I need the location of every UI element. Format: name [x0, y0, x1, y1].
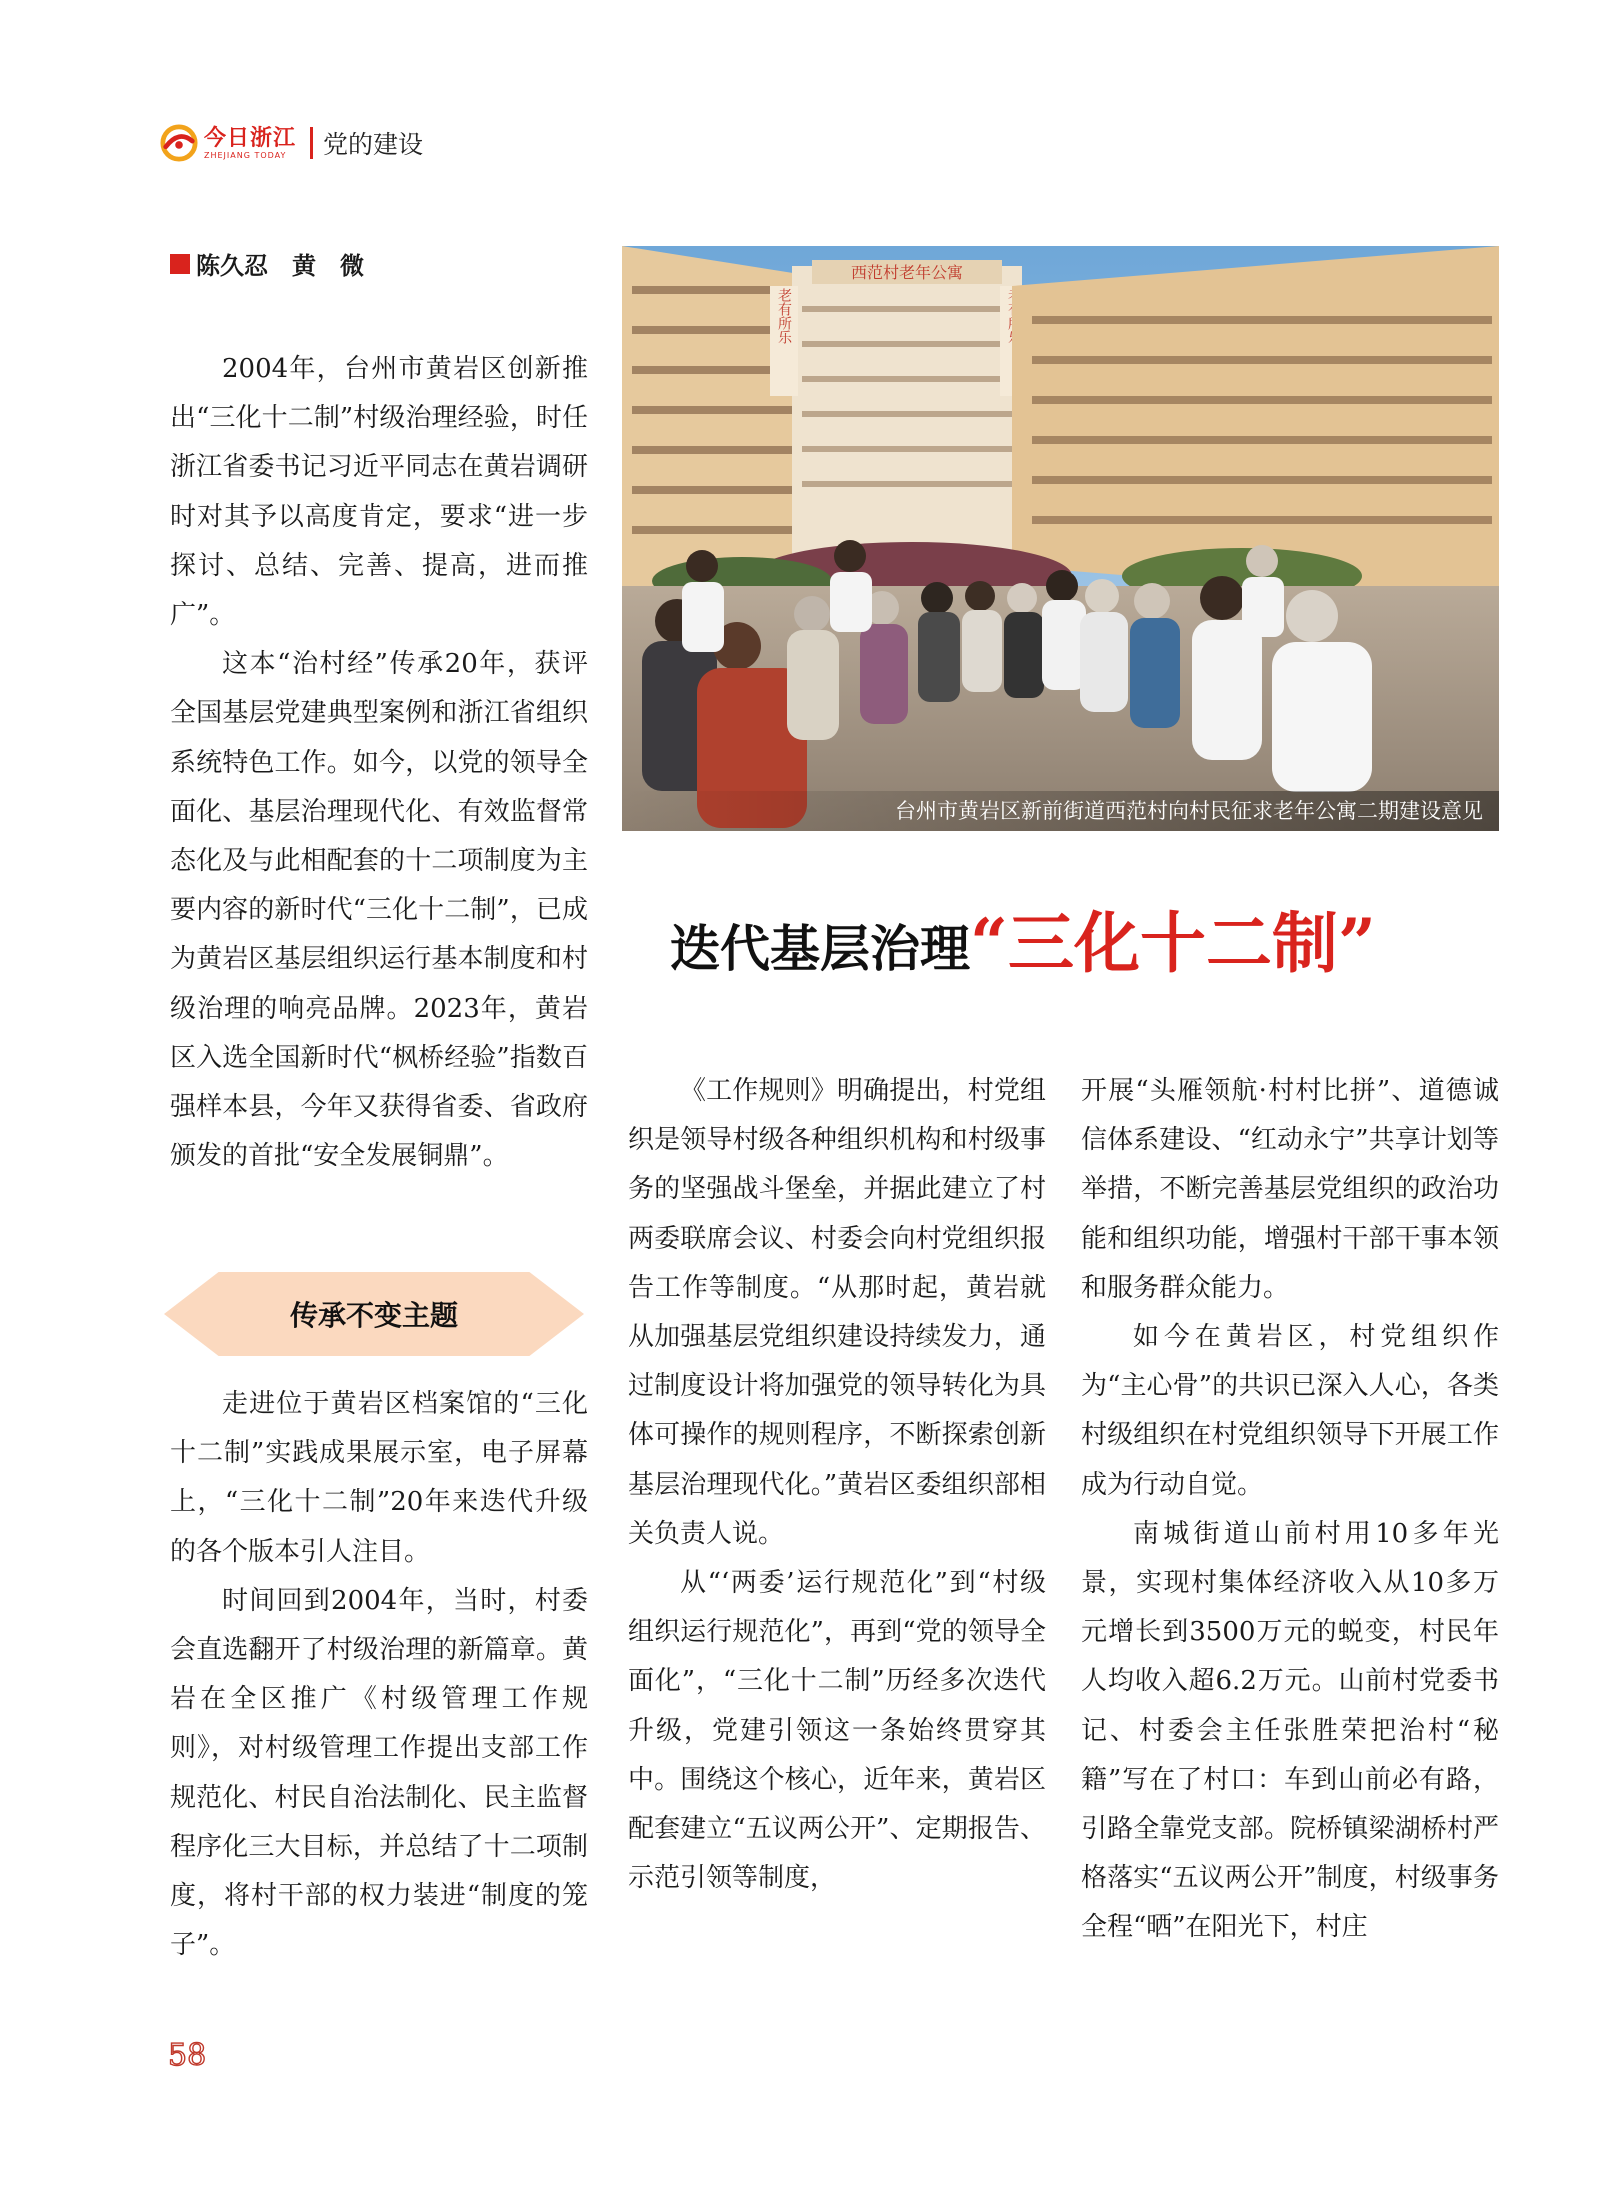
text-column-1-continued [170, 1380, 588, 1970]
paragraph: 这本“治村经”传承20年，获评全国基层党建典型案例和浙江省组织系统特色工作。如今，以党的领导全面化、基层治理现代化、有效监督常态化及与此相配套的十二项制度为主要内容的新时代“三化十二制”，已成为黄岩区基层组织运行基本制度和村级治理的响亮品牌。2023年，黄岩区入选全国新时代“枫桥经验”指数百强样本县，今年又获得省委、省政府颁发的首批“安全发展铜鼎”。 [170, 649, 588, 1172]
paragraph: 从“‘两委’运行规范化”到“村级组织运行规范化”，再到“党的领导全面化”，“三化十二制”历经多次迭代升级，党建引领这一条始终贯穿其中。围绕这个核心，近年来，黄岩区配套建立“五议两公开”、定期报告、示范引领等制度， [628, 1568, 1046, 1894]
paragraph: 南城街道山前村用10多年光景，实现村集体经济收入从10多万元增长到3500万元的蜕变，村民年人均收入超6.2万元。山前村党委书记、村委会主任张胜荣把治村“秘籍”写在了村口：车到山前必有路，引路全靠党支部。院桥镇梁湖桥村严格落实“五议两公开”制度，村级事务全程“晒”在阳光下，村庄 [1081, 1518, 1499, 1943]
subheading-text: 传承不变主题 [289, 1299, 458, 1332]
section-name: 党的建设 [323, 130, 424, 159]
author-names: 陈久忍 黄 微 [196, 252, 364, 280]
paragraph: 如今在黄岩区，村党组织作为“主心骨”的共识已深入人心，各类村级组织在村党组织领导下开展工作成为行动自觉。 [1081, 1322, 1499, 1500]
paragraph: 走进位于黄岩区档案馆的“三化十二制”实践成果展示室，电子屏幕上，“三化十二制”20年来迭代升级的各个版本引人注目。 [170, 1389, 588, 1567]
brand-wordmark [204, 124, 297, 160]
brand-name: 今日浙江 [204, 124, 297, 151]
photo-sign-top: 西范村老年公寓 [850, 263, 964, 282]
paragraph: 时间回到2004年，当时，村委会直选翻开了村级治理的新篇章。黄岩在全区推广《村级管理工作规则》，对村级管理工作提出支部工作规范化、村民自治法制化、民主监督程序化三大目标，并总结了十二项制度，将村干部的权力装进“制度的笼子”。 [170, 1585, 588, 1961]
paragraph-continued: 开展“头雁领航·村村比拼”、道德诚信体系建设、“红动永宁”共享计划等举措，不断完善基层党组织的政治功能和组织功能，增强村干部干事本领和服务群众能力。 [1081, 1076, 1499, 1303]
photo-caption: 台州市黄岩区新前街道西范村向村民征求老年公寓二期建设意见 [622, 791, 1499, 831]
subheading [164, 1272, 584, 1356]
article-title [670, 904, 1376, 982]
article-photo [622, 246, 1499, 831]
byline [170, 246, 364, 281]
red-square-icon [170, 254, 190, 274]
text-column-2 [628, 1067, 1046, 1903]
text-column-1 [170, 345, 588, 1181]
brand-name-english: ZHEJIANG TODAY [204, 150, 287, 160]
swirl-logo-icon [160, 124, 198, 162]
title-plain: 迭代基层治理 [670, 919, 970, 978]
page-header [160, 118, 423, 168]
header-divider [310, 127, 313, 159]
text-column-3 [1081, 1067, 1499, 1953]
photo-illustration [622, 246, 1499, 831]
page-number: 58 [168, 2038, 207, 2073]
title-highlight: “三化十二制” [970, 904, 1376, 982]
photo-sign-left: 老有所乐 [776, 288, 792, 344]
paragraph: 《工作规则》明确提出，村党组织是领导村级各种组织机构和村级事务的坚强战斗堡垒，并据此建立了村两委联席会议、村委会向村党组织报告工作等制度。“从那时起，黄岩就从加强基层党组织建设持续发力，通过制度设计将加强党的领导转化为具体可操作的规则程序，不断探索创新基层治理现代化。”黄岩区委组织部相关负责人说。 [628, 1076, 1046, 1549]
paragraph: 2004年，台州市黄岩区创新推出“三化十二制”村级治理经验，时任浙江省委书记习近平同志在黄岩调研时对其予以高度肯定，要求“进一步探讨、总结、完善、提高，进而推广”。 [170, 354, 588, 631]
